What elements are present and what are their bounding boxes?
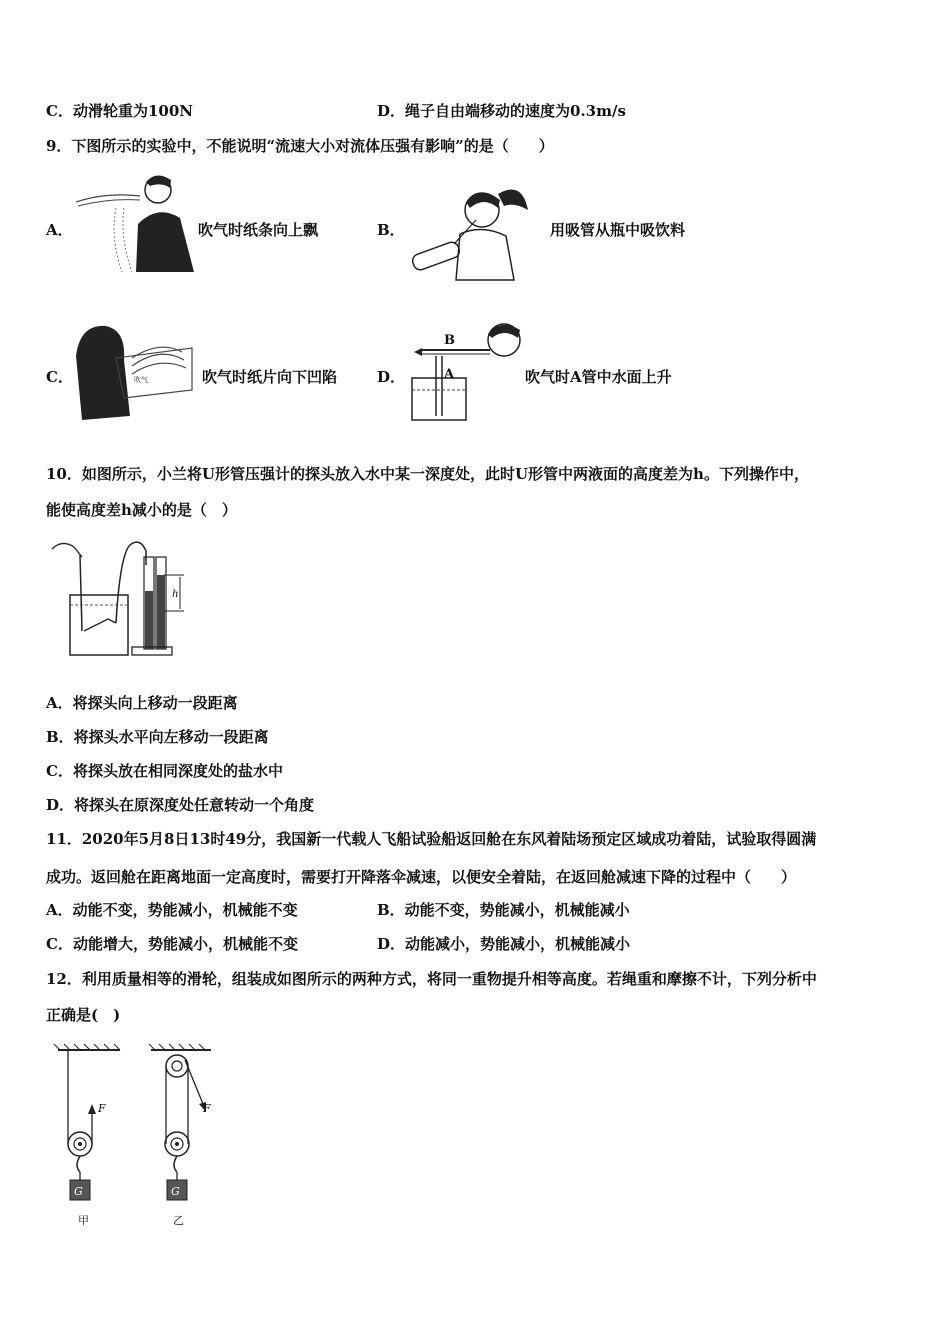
q11-option-d: D．动能减小，势能减小，机械能减小 <box>377 935 631 953</box>
q12-yi-weight-label: G <box>171 1185 180 1198</box>
q10-option-c: C．将探头放在相同深度处的盐水中 <box>46 762 283 780</box>
q9-option-c-caption: 吹气时纸片向下凹陷 <box>202 368 338 386</box>
q10-option-b: B．将探头水平向左移动一段距离 <box>46 728 269 746</box>
q11-option-c: C．动能增大，势能减小，机械能不变 <box>46 935 298 953</box>
q10-stem-line-1: 10．如图所示，小兰将U形管压强计的探头放入水中某一深度处，此时U形管中两液面的高度差为h。下列操作中， <box>46 465 809 483</box>
q10-stem-line-2: 能使高度差h减小的是（ ） <box>46 501 237 519</box>
q12-figure-pulley-yi <box>145 1040 225 1230</box>
q12-jia-force-label: F <box>98 1102 106 1115</box>
q9-figure-b-drinking-straw <box>410 172 545 282</box>
q9-stem: 9．下图所示的实验中，不能说明“流速大小对流体压强有影响”的是（ ） <box>46 137 554 155</box>
q9-figure-c-paper-tent <box>72 316 197 424</box>
q10-figure-u-tube-manometer <box>46 535 196 661</box>
q12-stem-line-2: 正确是( ) <box>46 1006 121 1024</box>
q12-stem-line-1: 12．利用质量相等的滑轮，组装成如图所示的两种方式，将同一重物提升相等高度。若绳重和摩擦不计，下列分析中 <box>46 970 817 988</box>
q12-figure-yi-label: 乙 <box>173 1214 184 1227</box>
q9-option-d-caption: 吹气时A管中水面上升 <box>525 368 672 386</box>
q9-option-c-letter: C． <box>46 368 73 386</box>
q11-option-a: A．动能不变，势能减小，机械能不变 <box>46 901 298 919</box>
q9-option-b-caption: 用吸管从瓶中吸饮料 <box>550 221 686 239</box>
q9-option-a-letter: A． <box>46 221 73 239</box>
q9-figure-a-blowing-paper <box>76 168 196 276</box>
q8-option-c: C．动滑轮重为100N <box>46 102 193 120</box>
q9-option-d-letter: D． <box>377 368 406 386</box>
q10-option-a: A．将探头向上移动一段距离 <box>46 694 238 712</box>
q12-yi-force-label: F <box>203 1102 211 1115</box>
q9-option-b-letter: B． <box>377 221 405 239</box>
q8-option-d: D．绳子自由端移动的速度为0.3m/s <box>377 102 626 120</box>
q11-option-b: B．动能不变，势能减小，机械能减小 <box>377 901 630 919</box>
q11-stem-line-2: 成功。返回舱在距离地面一定高度时，需要打开降落伞减速，以便安全着陆，在返回舱减速下降的过程中（ ） <box>46 868 797 886</box>
q9-figure-d-capillary-tubes <box>406 304 526 424</box>
q10-figure-label-h: h <box>172 589 179 600</box>
q10-option-d: D．将探头在原深度处任意转动一个角度 <box>46 796 315 814</box>
q9-figure-d-label-b: B <box>444 333 455 348</box>
q12-figure-pulley-jia <box>50 1040 130 1230</box>
q12-jia-weight-label: G <box>74 1185 83 1198</box>
q9-option-a-caption: 吹气时纸条向上飘 <box>198 221 319 239</box>
q9-figure-d-label-a: A <box>444 367 455 382</box>
q12-figure-jia-label: 甲 <box>78 1214 89 1227</box>
q11-stem-line-1: 11．2020年5月8日13时49分，我国新一代载人飞船试验船返回舱在东风着陆场预定区域成功着陆，试验取得圆满 <box>46 830 817 848</box>
q9-figure-c-label-blow: 吹气 <box>134 376 148 384</box>
